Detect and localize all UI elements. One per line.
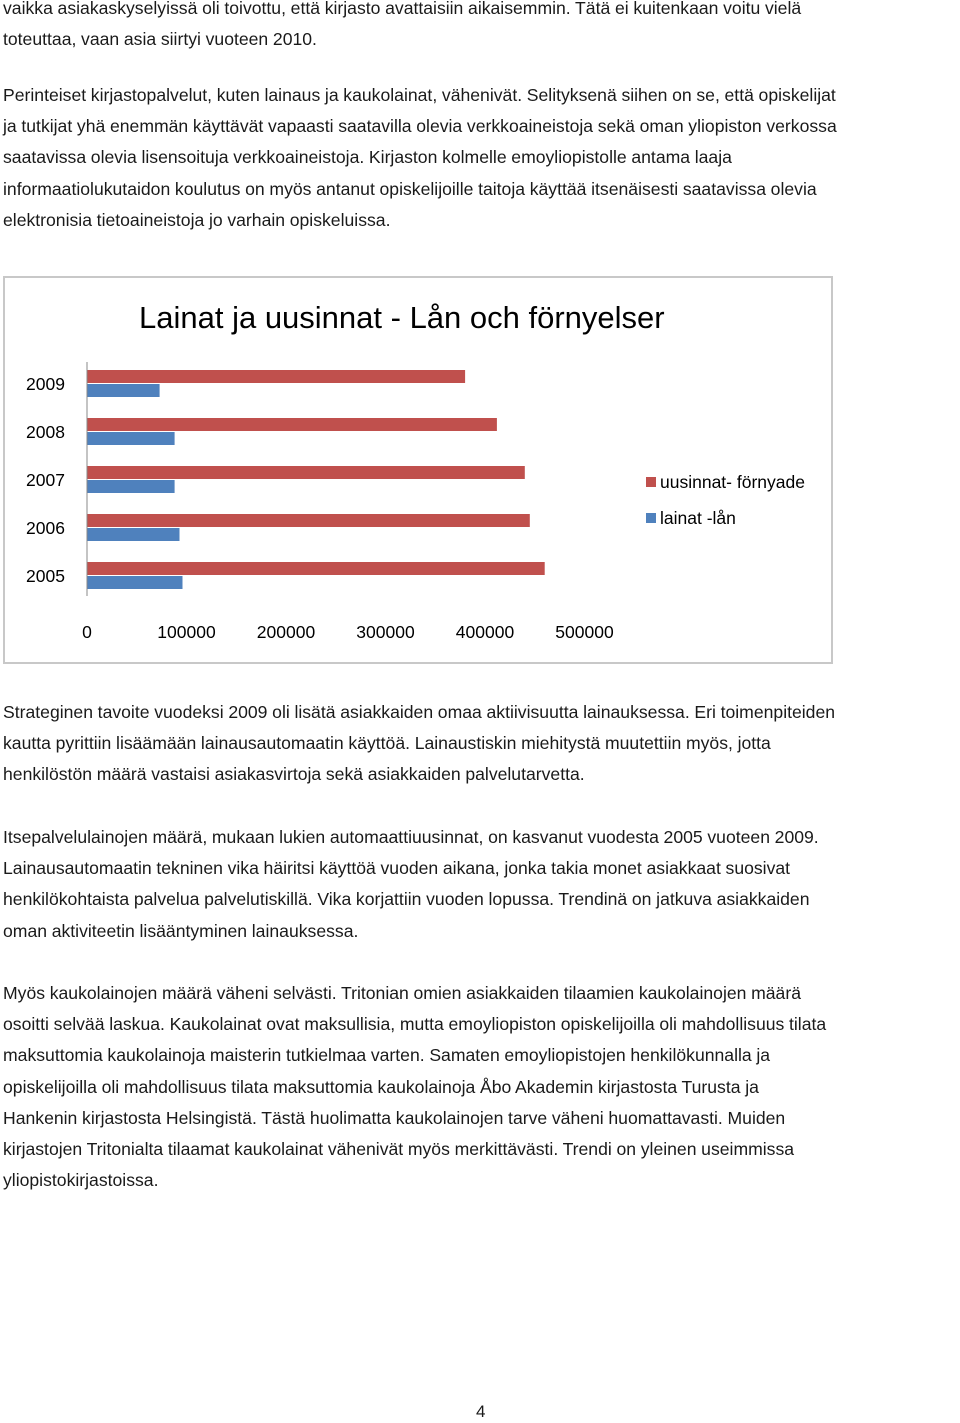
y-tick-label: 2008 xyxy=(26,422,65,442)
bar-2009-renewals xyxy=(87,370,465,383)
y-tick-label: 2006 xyxy=(26,518,65,538)
text-line: oman aktiviteetin lisääntyminen lainauksessa. xyxy=(3,920,359,941)
text-line: yliopistokirjastoissa. xyxy=(3,1170,159,1191)
text-line: opiskelijoilla oli mahdollisuus tilata maksuttomia kaukolainoja Åbo Akademin kirjastosta Turusta ja xyxy=(3,1076,759,1097)
legend-label: uusinnat- förnyade xyxy=(660,472,805,492)
paragraph xyxy=(3,978,959,1196)
text-line: Hankenin kirjastosta Helsingistä. Tästä huolimatta kaukolainojen tarve väheni huomattavasti. Muiden xyxy=(3,1107,786,1128)
x-tick-label: 400000 xyxy=(455,622,515,642)
text-line: Itsepalvelulainojen määrä, mukaan lukien automaattiuusinnat, on kasvanut vuodesta 2005 vuoteen 2009. xyxy=(3,827,819,847)
text-line: maksuttomia kaukolainoja maisterin tutkielmaa varten. Samaten emoyliopistojen henkilökunnalla ja xyxy=(3,1045,771,1066)
legend-swatch xyxy=(646,477,656,487)
text-line: Lainausautomaatin tekninen vika häiritsi käyttöä vuoden aikana, jonka takia monet asiakkaat suosivat xyxy=(3,858,791,879)
y-tick-label: 2007 xyxy=(26,470,65,490)
chart-canvas xyxy=(5,278,831,662)
y-tick-label: 2005 xyxy=(26,566,65,586)
paragraph xyxy=(3,822,959,947)
paragraph xyxy=(3,80,959,236)
bar-2007-loans xyxy=(87,480,175,493)
text-line: informaatiolukutaidon koulutus on myös antanut opiskelijoille taitoja käyttää itsenäisesti saatavissa olevia xyxy=(3,178,817,199)
legend-swatch xyxy=(646,513,656,523)
y-tick-label: 2009 xyxy=(26,374,65,394)
bar-2005-loans xyxy=(87,576,183,589)
x-tick-label: 500000 xyxy=(555,622,614,642)
bar-2008-loans xyxy=(87,432,175,445)
text-line: kautta pyrittiin lisäämään lainausautomaatin käyttöä. Lainaustiskin miehitystä muutettiin myös, jotta xyxy=(3,733,771,754)
text-line: Strateginen tavoite vuodeksi 2009 oli lisätä asiakkaiden omaa aktiivisuutta lainauksessa. Eri toimenpiteiden xyxy=(3,702,836,722)
text-line: osoitti selvää laskua. Kaukolainat ovat maksullisia, mutta emoyliopiston opiskelijoilla oli mahdollisuus tilata xyxy=(3,1014,827,1035)
text-line: ja tutkijat yhä enemmän käyttävät vapaasti saatavilla olevia verkkoaineistoja sekä oman yliopiston verkossa xyxy=(3,116,837,137)
text-line: vaikka asiakaskyselyissä oli toivottu, että kirjasto avattaisiin aikaisemmin. Tätä ei kuitenkaan voitu vielä xyxy=(3,0,802,18)
text-line: Perinteiset kirjastopalvelut, kuten lainaus ja kaukolainat, vähenivät. Selityksenä siihen on se, että opiskelijat xyxy=(3,85,836,105)
loans-renewals-chart xyxy=(3,276,833,664)
bar-2008-renewals xyxy=(87,418,497,431)
bar-2009-loans xyxy=(87,384,160,397)
bar-2006-loans xyxy=(87,528,180,541)
x-tick-label: 300000 xyxy=(356,622,415,642)
x-tick-label: 0 xyxy=(82,622,92,642)
paragraph xyxy=(3,0,959,55)
text-line: kirjastojen Tritonialta tilaamat kaukolainat vähenivät myös merkittävästi. Trendi on yleinen useimmissa xyxy=(3,1139,795,1160)
x-tick-label: 200000 xyxy=(256,622,316,642)
text-line: elektronisia tietoaineistoja jo varhain opiskeluissa. xyxy=(3,209,391,230)
page-number: 4 xyxy=(476,1402,486,1421)
text-line: henkilökohtaista palvelua palvelutiskillä. Vika korjattiin vuoden lopussa. Trendinä on jatkuva asiakkaiden xyxy=(3,889,810,910)
bar-2005-renewals xyxy=(87,562,545,575)
text-line: henkilöstön määrä vastaisi asiakasvirtoja sekä asiakkaiden palvelutarvetta. xyxy=(3,764,585,785)
legend-label: lainat -lån xyxy=(660,508,736,528)
chart-title: Lainat ja uusinnat - Lån och förnyelser xyxy=(139,300,665,335)
bar-2007-renewals xyxy=(87,466,525,479)
text-line: Myös kaukolainojen määrä väheni selvästi. Tritonian omien asiakkaiden tilaamien kaukolainojen määrä xyxy=(3,983,801,1003)
x-tick-label: 100000 xyxy=(157,622,216,642)
text-line: saatavissa olevia lisensoituja verkkoaineistoja. Kirjaston kolmelle emoyliopistolle antama laaja xyxy=(3,147,732,168)
paragraph xyxy=(3,697,959,791)
bar-2006-renewals xyxy=(87,514,530,527)
text-line: toteuttaa, vaan asia siirtyi vuoteen 2010. xyxy=(3,29,317,50)
